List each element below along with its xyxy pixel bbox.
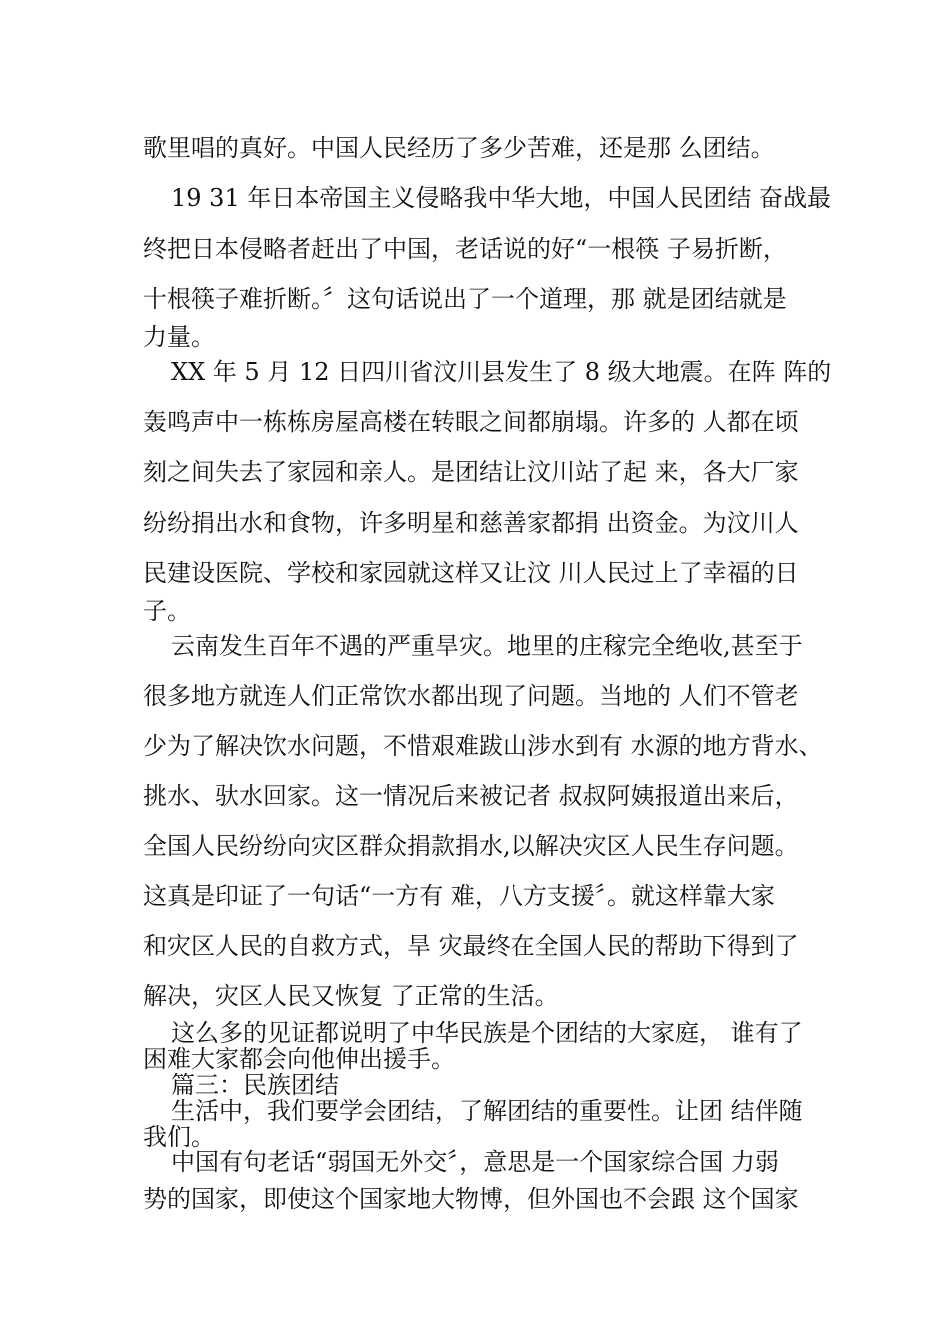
text-line: 终把日本侵略者赶出了中国，老话说的好“一根筷 子易折断， bbox=[143, 235, 787, 263]
text-line: 少为了解决饮水问题，不惜艰难跋山涉水到有 水源的地方背水、 bbox=[143, 732, 823, 760]
text-line: 很多地方就连人们正常饮水都出现了问题。当地的 人们不管老 bbox=[143, 682, 799, 710]
text-line: XX 年 5 月 12 日四川省汶川县发生了 8 级大地震。在阵 阵的 bbox=[171, 358, 832, 386]
text-line: 全国人民纷纷向灾区群众捐款捐水,以解决灾区人民生存问题。 bbox=[143, 832, 799, 860]
text-line: 民建设医院、学校和家园就这样又让汶 川人民过上了幸福的日 bbox=[143, 559, 799, 587]
text-line: 困难大家都会向他伸出援手。 bbox=[143, 1045, 455, 1073]
text-line: 挑水、驮水回家。这一情况后来被记者 叔叔阿姨报道出来后， bbox=[143, 782, 799, 810]
section-heading: 篇三：民族团结 bbox=[171, 1071, 339, 1099]
text-line: 云南发生百年不遇的严重旱灾。地里的庄稼完全绝收,甚至于 bbox=[171, 632, 803, 660]
text-line: 生活中，我们要学会团结，了解团结的重要性。让团 结伴随 bbox=[171, 1097, 803, 1125]
text-line: 子。 bbox=[143, 597, 191, 625]
text-line: 解决，灾区人民又恢复 了正常的生活。 bbox=[143, 982, 559, 1010]
text-line: 19 31 年日本帝国主义侵略我中华大地，中国人民团结 奋战最 bbox=[171, 184, 831, 212]
text-line: 轰鸣声中一栋栋房屋高楼在转眼之间都崩塌。许多的 人都在顷 bbox=[143, 408, 799, 436]
text-line: 力量。 bbox=[143, 323, 215, 351]
text-line: 我们。 bbox=[143, 1123, 215, 1151]
text-line: 歌里唱的真好。中国人民经历了多少苦难，还是那 么团结。 bbox=[143, 134, 775, 162]
text-line: 纷纷捐出水和食物，许多明星和慈善家都捐 出资金。为汶川人 bbox=[143, 509, 799, 537]
text-line: 中国有句老话“弱国无外交〞，意思是一个国家综合国 力弱 bbox=[171, 1148, 779, 1176]
text-line: 这么多的见证都说明了中华民族是个团结的大家庭， 谁有了 bbox=[171, 1019, 803, 1047]
text-line: 和灾区人民的自救方式，旱 灾最终在全国人民的帮助下得到了 bbox=[143, 932, 799, 960]
text-line: 这真是印证了一句话“一方有 难，八方支援〞。就这样靠大家 bbox=[143, 882, 775, 910]
text-line: 势的国家，即使这个国家地大物博，但外国也不会跟 这个国家 bbox=[143, 1185, 799, 1213]
text-line: 刻之间失去了家园和亲人。是团结让汶川站了起 来，各大厂家 bbox=[143, 458, 799, 486]
text-line: 十根筷子难折断。〞这句话说出了一个道理，那 就是团结就是 bbox=[143, 285, 787, 313]
